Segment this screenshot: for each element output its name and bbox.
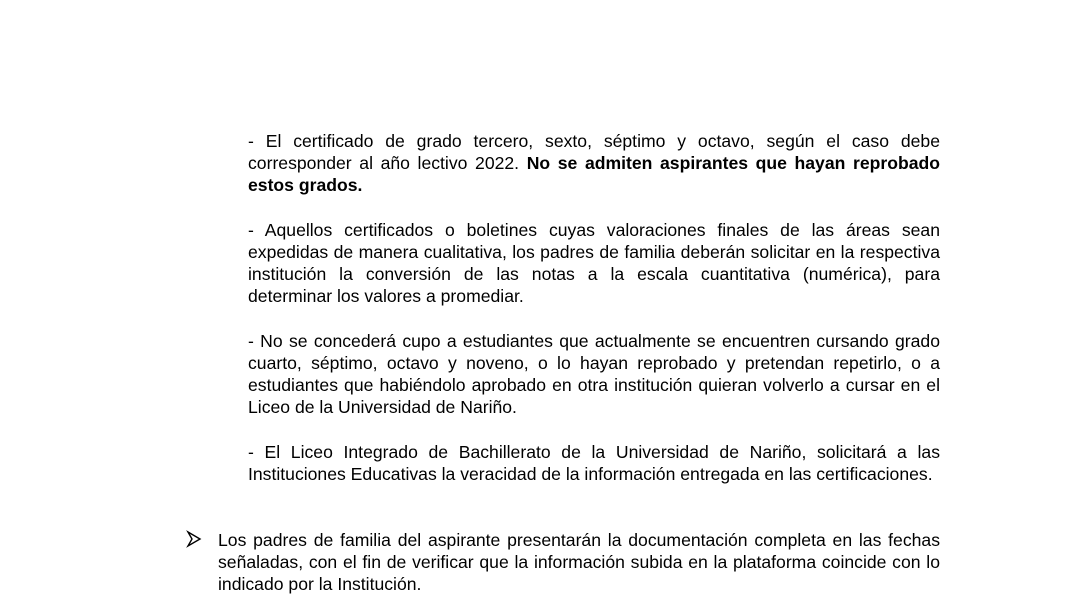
bullet-text: Los padres de familia del aspirante presentarán la documentación completa en las fechas señaladas, con el fin de verificar que la información subida en la plataforma coincide con lo indicado por la Institución. xyxy=(218,530,940,594)
paragraph-text: - No se concederá cupo a estudiantes que actualmente se encuentren cursando grado cuarto, séptimo, octavo y noveno, o lo hayan reprobado y pretendan repetirlo, o a estudiantes que habiéndolo aprobado en otra institución quieran volverlo a cursar en el Liceo de la Universidad de Nariño. xyxy=(248,331,940,417)
paragraph-text: - El Liceo Integrado de Bachillerato de la Universidad de Nariño, solicitará a las Instituciones Educativas la veracidad de la información entregada en las certificaciones. xyxy=(248,442,940,484)
arrow-bullet-icon xyxy=(187,531,201,547)
paragraph-no-quota xyxy=(248,330,940,418)
paragraph-verification xyxy=(248,441,940,485)
paragraph-text: - El certificado de grado tercero, sexto, séptimo y octavo, según el caso debe corresponder al año lectivo 2022. xyxy=(248,131,940,173)
paragraph-certificate-year xyxy=(248,130,940,196)
paragraph-qualitative-grades xyxy=(248,219,940,307)
paragraph-bold-text: No se admiten aspirantes que hayan reprobado estos grados. xyxy=(248,153,940,195)
paragraph-text: - Aquellos certificados o boletines cuyas valoraciones finales de las áreas sean expedidas de manera cualitativa, los padres de familia deberán solicitar en la respectiva institución la conversión de las notas a la escala cuantitativa (numérica), para determinar los valores a promediar. xyxy=(248,220,940,306)
